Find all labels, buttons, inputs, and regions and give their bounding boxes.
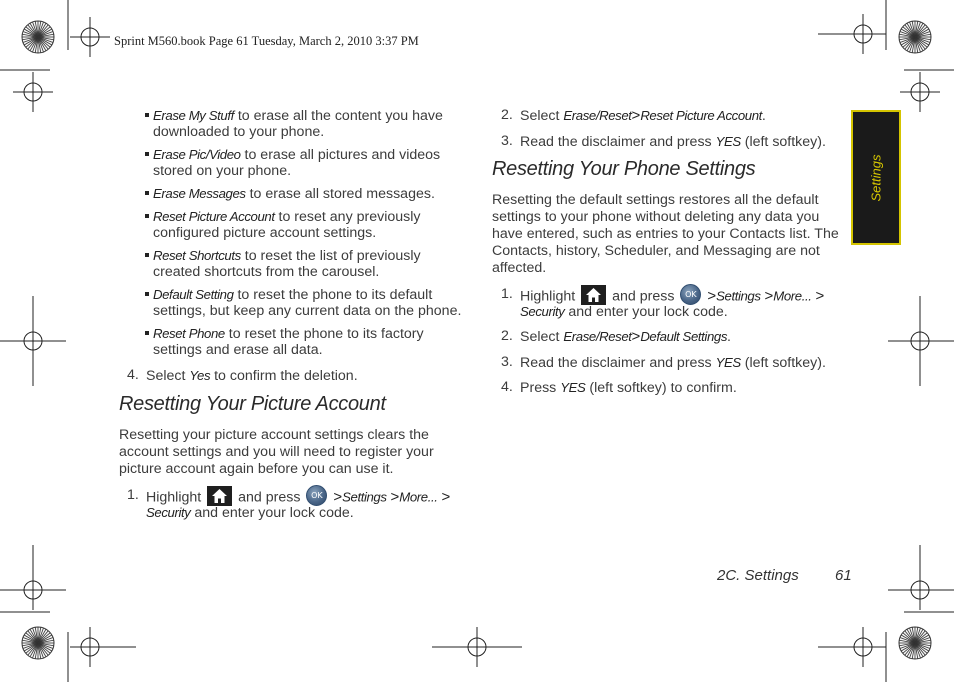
right-step3-number: 3. xyxy=(501,354,513,370)
bullet-erase-pic-video-cont: stored on your phone. xyxy=(153,163,292,179)
ok-key-icon: OK xyxy=(306,485,327,506)
bullet-reset-picture-account-cont: configured picture account settings. xyxy=(153,225,377,241)
footer-page-number: 61 xyxy=(835,567,852,584)
section-side-tab-label: Settings xyxy=(868,154,884,201)
bullet-reset-picture-account: Reset Picture Account to reset any previously xyxy=(145,208,420,226)
right-step4: Press YES (left softkey) to confirm. xyxy=(520,380,737,396)
right-step1: Highlight and press OK >Settings >More... > xyxy=(520,286,824,307)
bullet-erase-my-stuff-cont: downloaded to your phone. xyxy=(153,124,325,140)
phone-settings-para-line3: have entered, such as entries to your Contacts list. The xyxy=(492,226,839,242)
bullet-reset-shortcuts: Reset Shortcuts to reset the list of previously xyxy=(145,247,421,265)
left-step1-number: 1. xyxy=(127,487,139,503)
picture-account-para-line3: picture account again before you can use it. xyxy=(119,461,394,477)
right-step2a-number: 2. xyxy=(501,107,513,123)
registration-wheel xyxy=(22,627,54,659)
bullet-dot xyxy=(145,191,149,195)
section-side-tab xyxy=(851,110,901,245)
registration-wheel xyxy=(899,627,931,659)
ok-key-icon: OK xyxy=(680,284,701,305)
phone-settings-para-line1: Resetting the default settings restores all the default xyxy=(492,192,819,208)
print-header: Sprint M560.book Page 61 Tuesday, March 2, 2010 3:37 PM xyxy=(114,34,419,48)
phone-settings-para-line4: Contacts, history, Scheduler, and Messaging are not xyxy=(492,243,820,259)
registration-wheel xyxy=(22,21,54,53)
bullet-reset-phone: Reset Phone to reset the phone to its factory xyxy=(145,325,424,343)
right-step2: Select Erase/Reset>Default Settings. xyxy=(520,328,731,345)
bullet-reset-phone-cont: settings and erase all data. xyxy=(153,342,323,358)
bullet-dot xyxy=(145,214,149,218)
picture-account-para-line1: Resetting your picture account settings clears the xyxy=(119,427,429,443)
left-step1-cont: Security and enter your lock code. xyxy=(146,505,354,521)
right-step2-number: 2. xyxy=(501,328,513,344)
registration-wheel xyxy=(899,21,931,53)
right-step3a-number: 3. xyxy=(501,133,513,149)
bullet-reset-shortcuts-cont: created shortcuts from the carousel. xyxy=(153,264,380,280)
heading-phone-settings: Resetting Your Phone Settings xyxy=(492,158,756,180)
left-step1: Highlight and press OK >Settings >More... > xyxy=(146,487,450,508)
right-step3a: Read the disclaimer and press YES (left softkey). xyxy=(520,134,826,150)
phone-settings-para-line2: settings to your phone without deleting any data you xyxy=(492,209,820,225)
right-step3: Read the disclaimer and press YES (left softkey). xyxy=(520,355,826,371)
home-icon xyxy=(207,486,232,506)
right-step1-number: 1. xyxy=(501,286,513,302)
bullet-dot xyxy=(145,292,149,296)
picture-account-para-line2: account settings and you will need to register your xyxy=(119,444,434,460)
bullet-dot xyxy=(145,331,149,335)
right-step1-cont: Security and enter your lock code. xyxy=(520,304,728,320)
bullet-default-setting: Default Setting to reset the phone to its default xyxy=(145,286,432,304)
right-step4-number: 4. xyxy=(501,379,513,395)
bullet-dot xyxy=(145,113,149,117)
bullet-erase-pic-video: Erase Pic/Video to erase all pictures and videos xyxy=(145,146,440,164)
left-step4: Select Yes to confirm the deletion. xyxy=(146,368,358,384)
heading-picture-account: Resetting Your Picture Account xyxy=(119,393,386,415)
phone-settings-para-line5: affected. xyxy=(492,260,547,276)
bullet-erase-my-stuff: Erase My Stuff to erase all the content you have xyxy=(145,107,443,125)
footer-section-name: 2C. Settings xyxy=(717,567,799,584)
bullet-dot xyxy=(145,152,149,156)
bullet-default-setting-cont: settings, but keep any current data on the phone. xyxy=(153,303,462,319)
bullet-erase-messages: Erase Messages to erase all stored messages. xyxy=(145,185,435,203)
bullet-dot xyxy=(145,253,149,257)
home-icon xyxy=(581,285,606,305)
left-step4-number: 4. xyxy=(127,367,139,383)
right-step2a: Select Erase/Reset>Reset Picture Account. xyxy=(520,107,766,124)
